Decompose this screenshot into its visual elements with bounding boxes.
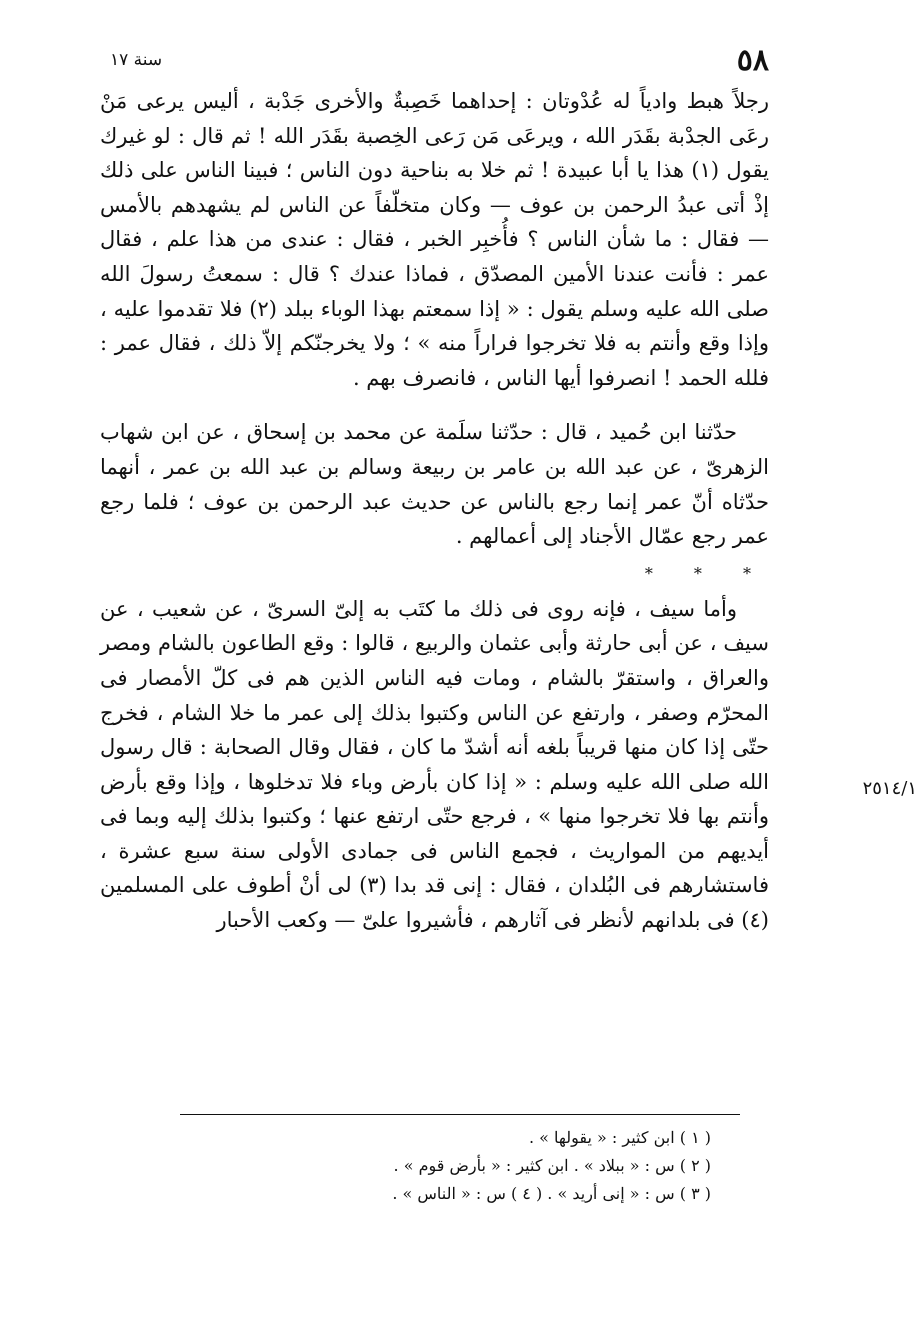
paragraph: رجلاً هبط وادياً له عُدْوتان : إحداهما خَصِبةٌ والأخرى جَدْبة ، أليس يرعى مَنْ رعَى الجدْبة بقَدَر الله ، ويرعَى مَن رَعى الخِصبة بقَدَر الله ! ثم قال : لو غيرك يقول (١) هذا يا أبا عبيدة ! ثم خلا به بناحية دون الناس ؛ فبينا الناس على ذلك إذْ أتى عبدُ الرحمن بن عوف — وكان متخلّفاً عن الناس لم يشهدهم بالأمس — فقال : ما شأن الناس ؟ فأُخبِر الخبر ، فقال : عندى من هذا علم ، فقال عمر : فأنت عندنا الأمين المصدّق ، فماذا عندك ؟ قال : سمعتُ رسولَ الله صلى الله عليه وسلم يقول : « إذا سمعتم بهذا الوباء ببلد (٢) فلا تقدموا عليه ، وإذا وقع وأنتم به فلا تخرجوا فراراً منه » ؛ ولا يخرجنّكم إلاّ ذلك ، فقال عمر : فلله الحمد ! انصرفوا أيها الناس ، فانصرف بهم . [100,89,769,390]
paragraph: حدّثنا ابن حُميد ، قال : حدّثنا سلَمة عن محمد بن إسحاق ، عن ابن شهاب الزهرىّ ، عن عبد الله بن عامر بن ربيعة وسالم بن عبد الله بن عمر ، أنهما حدّثاه أنّ عمر إنما رجع بالناس عن حديث عبد الرحمن بن عوف ؛ فلما رجع عمر رجع عمّال الأجناد إلى أعمالهم . [100,420,769,549]
section-separator: * * * [644,563,769,583]
footnote-divider [180,1114,740,1115]
running-header-year: سنة ١٧ [110,50,163,70]
footnote: ( ٣ ) س : « إنى أريد » . ( ٤ ) س : « الناس » . [392,1184,711,1203]
paragraph-gap [100,395,769,415]
margin-reference: ٢٥١٤/١ [862,778,917,799]
footnote: ( ٢ ) س : « ببلاد » . ابن كثير : « بأرض قوم » . [393,1156,711,1175]
footnote: ( ١ ) ابن كثير : « يقولها » . [528,1128,711,1147]
page-number: ٥٨ [736,42,769,78]
paragraph: وأما سيف ، فإنه روى فى ذلك ما كتَب به إلىّ السرىّ ، عن شعيب ، عن سيف ، عن أبى حارثة وأبى عثمان والربيع ، قالوا : وقع الطاعون بالشام ومصر والعراق ، واستقرّ بالشام ، ومات فيه الناس الذين هم فى كلّ الأمصار فى المحرّم وصفر ، وارتفع عن الناس وكتبوا بذلك إلى عمر ما خلا الشام ، فخرج حتّى إذا كان منها قريباً بلغه أنه أشدّ ما كان ، فقال وقال الصحابة : قال رسول الله صلى الله عليه وسلم : « إذا كان بأرض وباء فلا تدخلوها ، وإذا وقع بأرض وأنتم بها فلا تخرجوا منها » ، فرجع حتّى ارتفع عنها ؛ وكتبوا بذلك إليه وبما فى أيديهم من المواريث ، فجمع الناس فى جمادى الأولى سنة سبع عشرة ، فاستشارهم فى البُلدان ، فقال : إنى قد بدا (٣) لى أنْ أطوف على المسلمين (٤) فى بلدانهم لأنظر فى آثارهم ، فأشيروا علىّ — وكعب الأحبار [100,596,769,933]
footnotes [180,1124,711,1208]
main-text [100,84,769,938]
page-header [110,40,769,80]
